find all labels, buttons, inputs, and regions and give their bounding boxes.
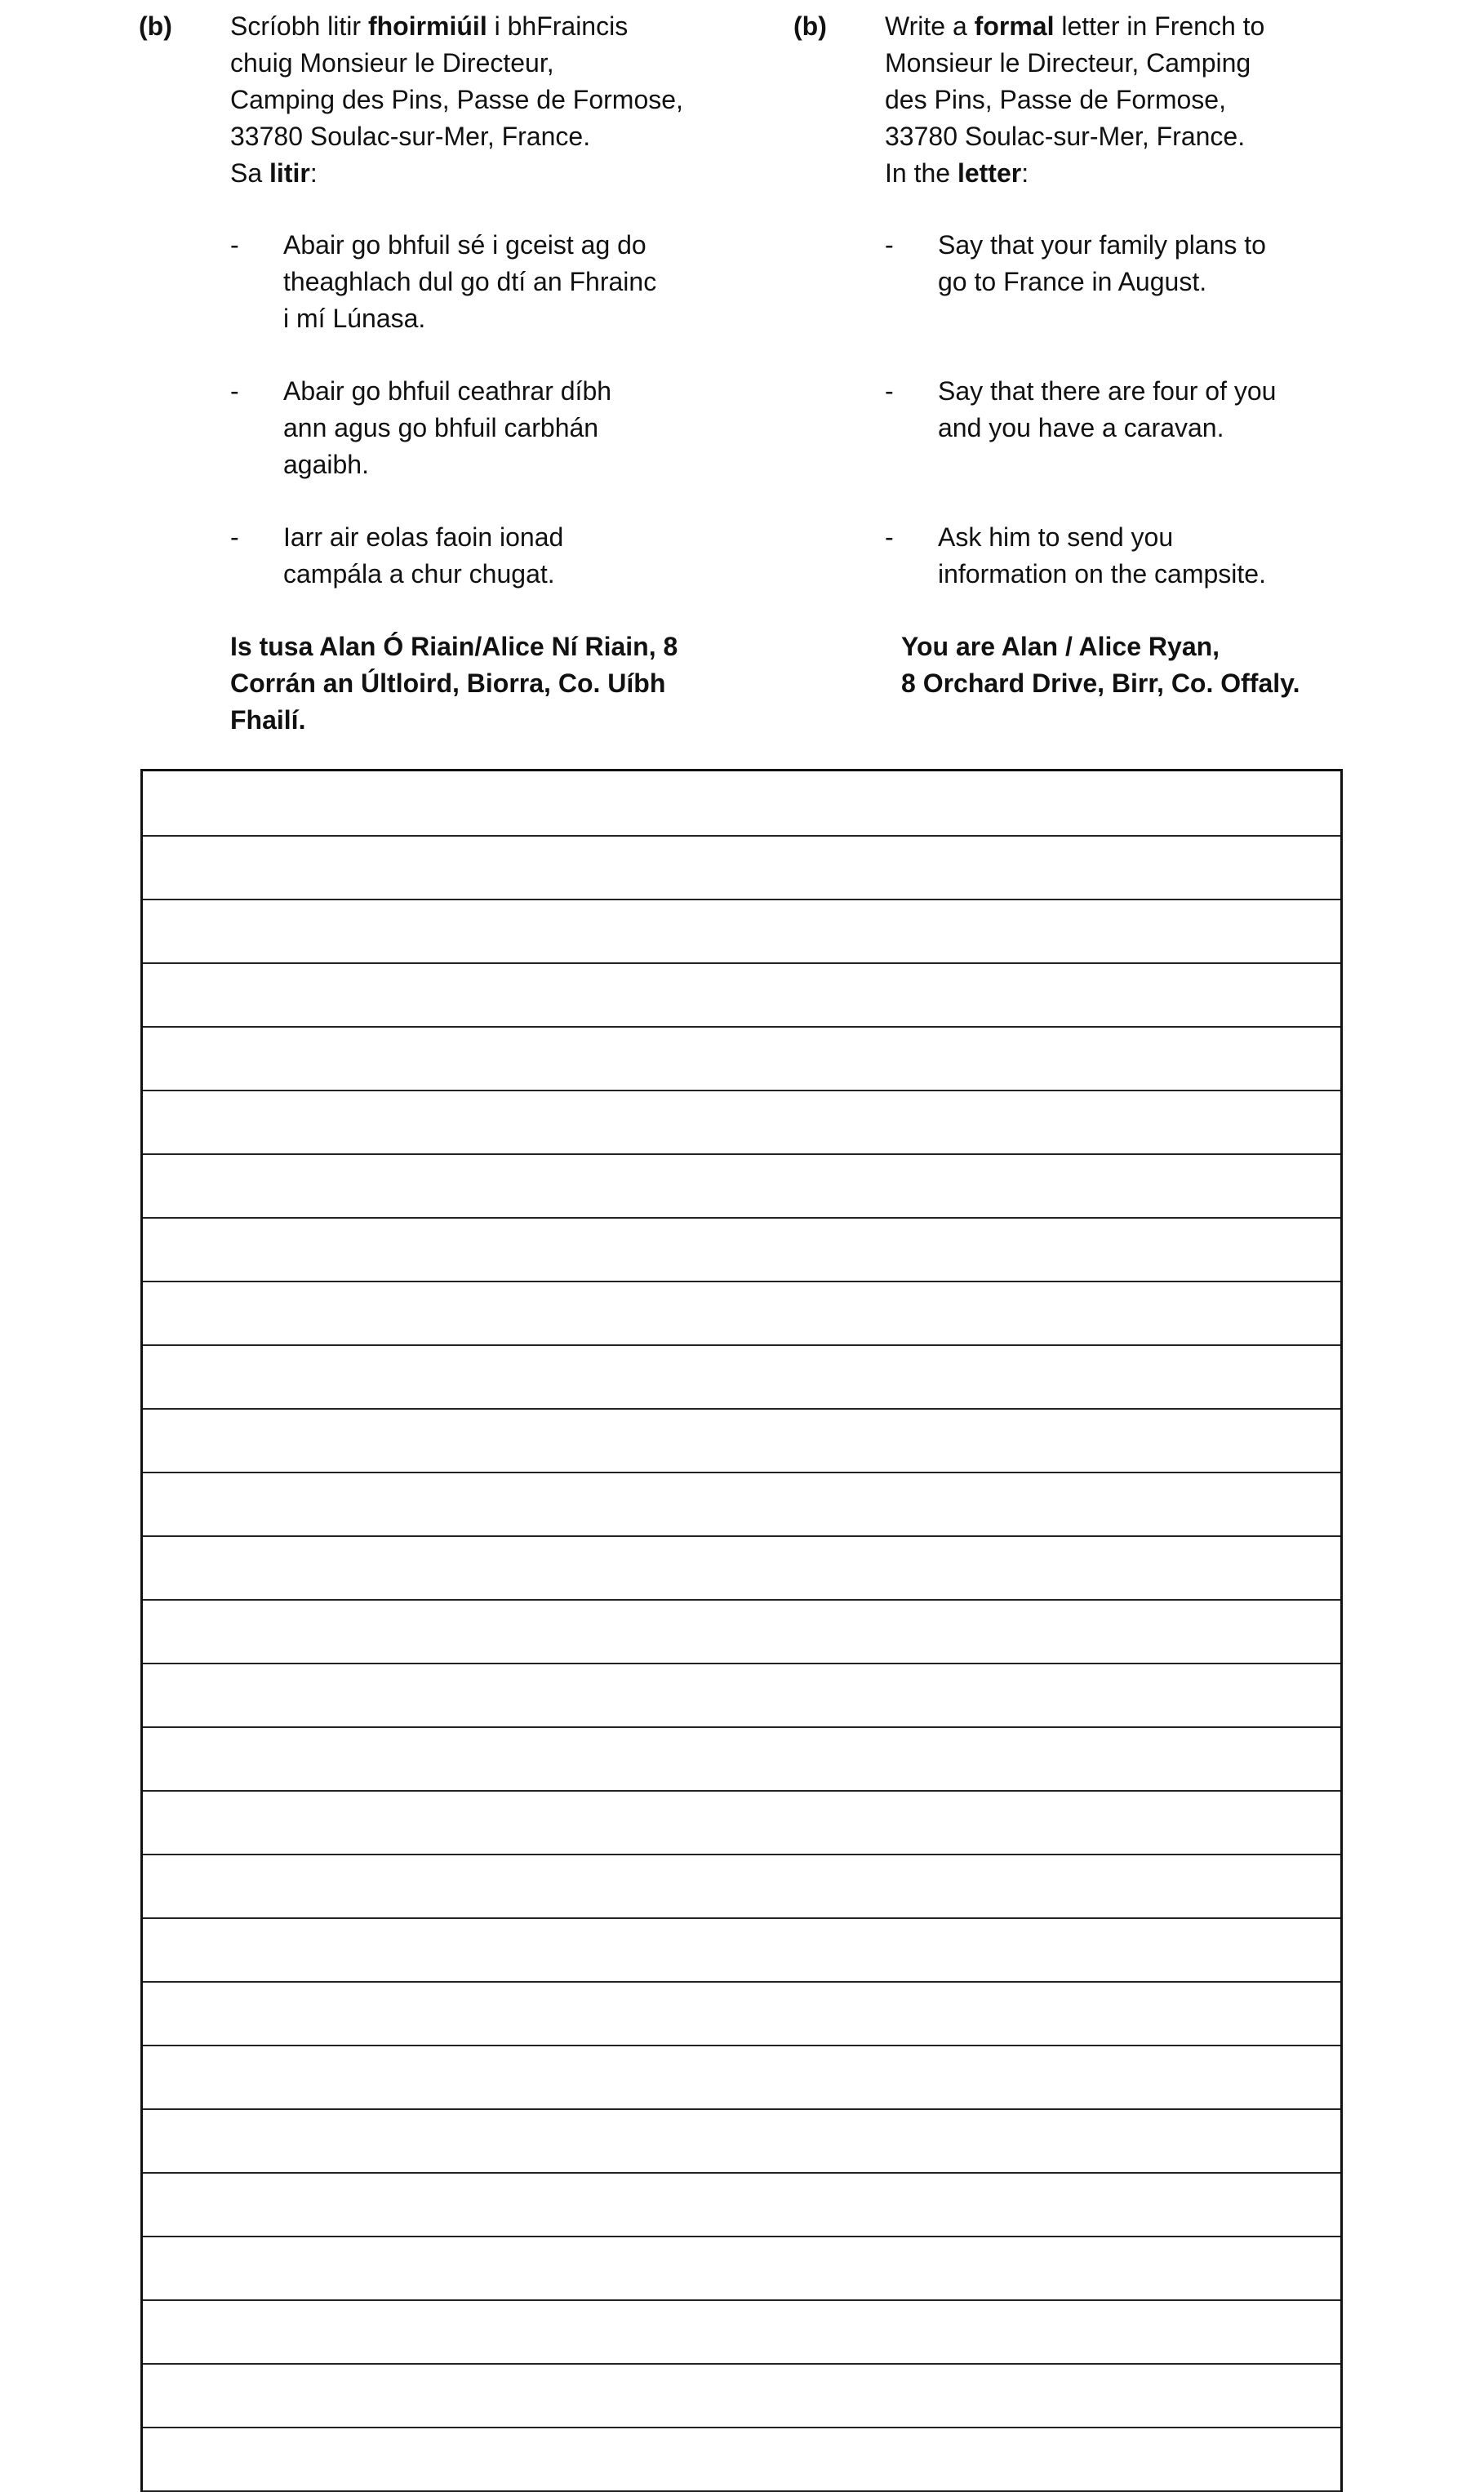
ruled-line: [143, 1917, 1340, 1919]
bullet-line: Abair go bhfuil sé i gceist ag do: [283, 230, 646, 260]
ruled-line: [143, 1981, 1340, 1983]
irish-intro-line: 33780 Soulac-sur-Mer, France.: [230, 122, 591, 151]
ruled-line: [143, 1599, 1340, 1601]
bullet-dash: -: [885, 376, 894, 406]
answer-writing-box[interactable]: [140, 769, 1343, 2492]
identity-line: Fhailí.: [230, 705, 306, 735]
bullet-line: and you have a caravan.: [938, 413, 1224, 442]
ruled-line: [143, 1790, 1340, 1792]
bullet-dash: -: [885, 230, 894, 260]
bullet-line: theaghlach dul go dtí an Fhrainc: [283, 267, 657, 296]
identity-line: Corrán an Últloird, Biorra, Co. Uíbh: [230, 669, 666, 698]
bullet-line: Abair go bhfuil ceathrar díbh: [283, 376, 612, 406]
ruled-line: [143, 1344, 1340, 1346]
bullet-line: ann agus go bhfuil carbhán: [283, 413, 599, 442]
english-intro-line: Monsieur le Directeur, Camping: [885, 48, 1251, 78]
irish-intro-line: chuig Monsieur le Directeur,: [230, 48, 554, 78]
bullet-dash: -: [230, 230, 239, 260]
bullet-line: information on the campsite.: [938, 559, 1266, 589]
ruled-line: [143, 2236, 1340, 2237]
irish-intro-line: Sa litir:: [230, 158, 318, 188]
bullet-line: Say that your family plans to: [938, 230, 1266, 260]
english-identity: [901, 629, 1300, 702]
bullet-line: go to France in August.: [938, 267, 1207, 296]
ruled-line: [143, 2045, 1340, 2046]
ruled-line: [143, 1726, 1340, 1728]
identity-line: 8 Orchard Drive, Birr, Co. Offaly.: [901, 669, 1300, 698]
english-instructions: [885, 8, 1375, 192]
ruled-line: [143, 2427, 1340, 2428]
ruled-line: [143, 899, 1340, 900]
bullet-line: Ask him to send you: [938, 522, 1174, 552]
ruled-line: [143, 1663, 1340, 1664]
english-intro-line: des Pins, Passe de Formose,: [885, 85, 1226, 114]
english-intro-line: In the letter:: [885, 158, 1029, 188]
ruled-line: [143, 835, 1340, 837]
ruled-line: [143, 962, 1340, 964]
english-intro-line: Write a formal letter in French to: [885, 11, 1265, 41]
irish-identity: [230, 629, 678, 739]
identity-line: You are Alan / Alice Ryan,: [901, 632, 1220, 661]
irish-part-label: (b): [139, 11, 172, 41]
bullet-line: Iarr air eolas faoin ionad: [283, 522, 564, 552]
ruled-line: [143, 2363, 1340, 2365]
irish-instructions: [230, 8, 720, 192]
bullet-dash: -: [885, 522, 894, 552]
ruled-line: [143, 1026, 1340, 1028]
english-part-label: (b): [793, 11, 827, 41]
identity-line: Is tusa Alan Ó Riain/Alice Ní Riain, 8: [230, 632, 678, 661]
bullet-line: Say that there are four of you: [938, 376, 1277, 406]
english-intro-line: 33780 Soulac-sur-Mer, France.: [885, 122, 1246, 151]
ruled-line: [143, 1281, 1340, 1282]
irish-intro-line: Scríobh litir fhoirmiúil i bhFraincis: [230, 11, 629, 41]
bullet-dash: -: [230, 376, 239, 406]
irish-intro-line: Camping des Pins, Passe de Formose,: [230, 85, 683, 114]
bullet-line: agaibh.: [283, 450, 369, 479]
ruled-line: [143, 1153, 1340, 1155]
ruled-line: [143, 2299, 1340, 2301]
ruled-line: [143, 1217, 1340, 1219]
ruled-line: [143, 1472, 1340, 1473]
ruled-line: [143, 1090, 1340, 1091]
ruled-line: [143, 1408, 1340, 1410]
ruled-line: [143, 2108, 1340, 2110]
ruled-line: [143, 1854, 1340, 1855]
ruled-line: [143, 1535, 1340, 1537]
bullet-dash: -: [230, 522, 239, 552]
bullet-line: i mí Lúnasa.: [283, 304, 426, 333]
bullet-line: campála a chur chugat.: [283, 559, 555, 589]
ruled-line: [143, 2172, 1340, 2174]
